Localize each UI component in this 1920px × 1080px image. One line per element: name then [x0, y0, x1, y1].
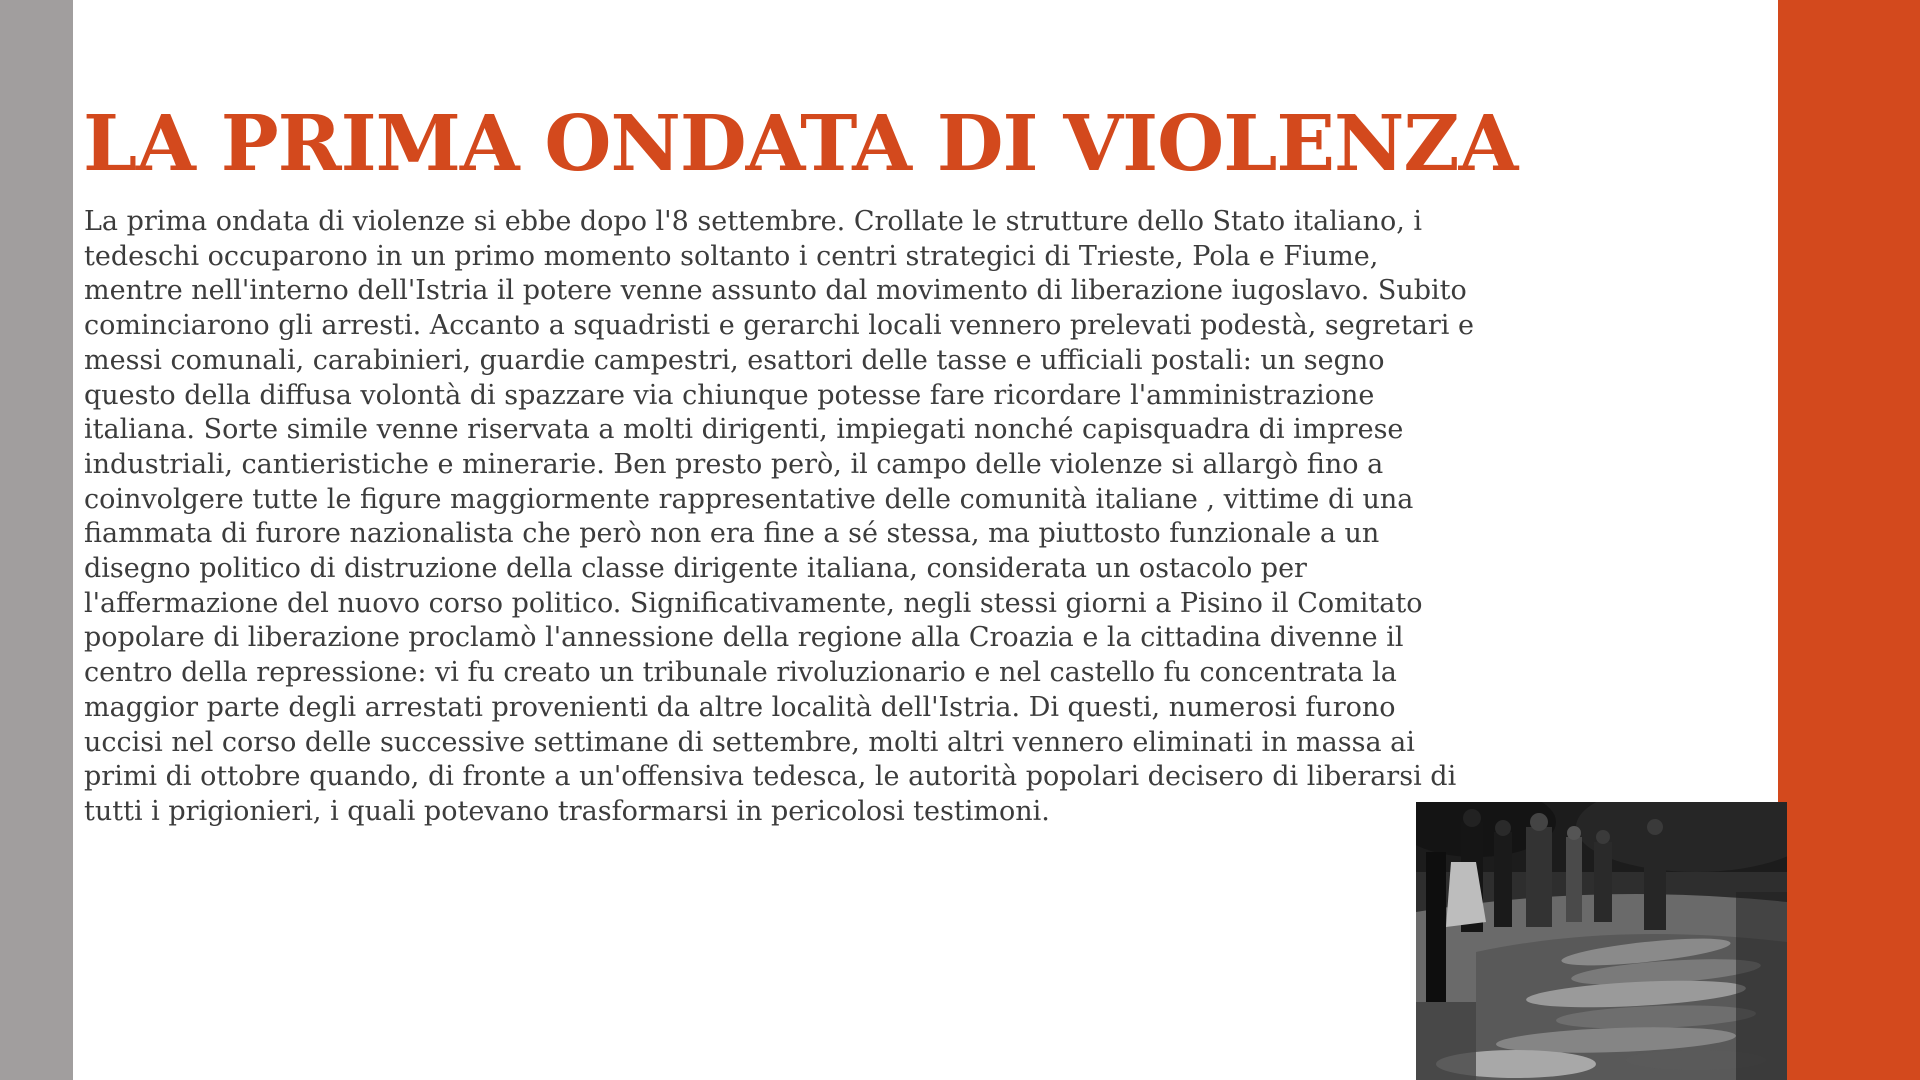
- body-line: coinvolgere tutte le figure maggiormente rappresentative delle comunità italiane , vittime di una: [84, 483, 1414, 515]
- body-line: tedeschi occuparono in un primo momento soltanto i centri strategici di Trieste, Pola e Fiume,: [84, 240, 1379, 272]
- left-accent-bar: [0, 0, 73, 1080]
- body-line: centro della repressione: vi fu creato un tribunale rivoluzionario e nel castello fu concentrata la: [84, 657, 1397, 689]
- body-line: tutti i prigionieri, i quali potevano trasformarsi in pericolosi testimoni.: [84, 795, 1050, 827]
- body-line: cominciarono gli arresti. Accanto a squadristi e gerarchi locali vennero prelevati podestà, segretari e: [84, 310, 1474, 342]
- body-line: fiammata di furore nazionalista che però non era fine a sé stessa, ma piuttosto funzionale a un: [84, 518, 1380, 550]
- body-line: messi comunali, carabinieri, guardie campestri, esattori delle tasse e ufficiali postali: un segno: [84, 344, 1385, 376]
- body-line: primi di ottobre quando, di fronte a un'offensiva tedesca, le autorità popolari decisero di liberarsi di: [84, 761, 1457, 793]
- body-line: questo della diffusa volontà di spazzare via chiunque potesse fare ricordare l'amministrazione: [84, 379, 1375, 411]
- slide-title: LA PRIMA ONDATA DI VIOLENZA: [83, 99, 1518, 189]
- body-line: l'affermazione del nuovo corso politico. Significativamente, negli stessi giorni a Pisino il Comitato: [84, 587, 1423, 619]
- right-accent-bar: [1778, 0, 1920, 1080]
- body-line: maggior parte degli arrestati provenienti da altre località dell'Istria. Di questi, numerosi furono: [84, 691, 1396, 723]
- body-line: industriali, cantieristiche e minerarie. Ben presto però, il campo delle violenze si allargò fino a: [84, 448, 1384, 480]
- body-line: popolare di liberazione proclamò l'annessione della regione alla Croazia e la cittadina divenne il: [84, 622, 1404, 654]
- body-line: disegno politico di distruzione della classe dirigente italiana, considerata un ostacolo per: [84, 553, 1307, 585]
- body-line: italiana. Sorte simile venne riservata a molti dirigenti, impiegati nonché capisquadra di imprese: [84, 414, 1404, 446]
- body-line: uccisi nel corso delle successive settimane di settembre, molti altri vennero eliminati in massa ai: [84, 726, 1415, 758]
- historical-photo: [1416, 802, 1787, 1080]
- body-paragraph: [84, 205, 1734, 830]
- body-line: La prima ondata di violenze si ebbe dopo l'8 settembre. Crollate le strutture dello Stato italiano, i: [84, 206, 1423, 237]
- body-line: mentre nell'interno dell'Istria il potere venne assunto dal movimento di liberazione iugoslavo. Subito: [84, 275, 1467, 307]
